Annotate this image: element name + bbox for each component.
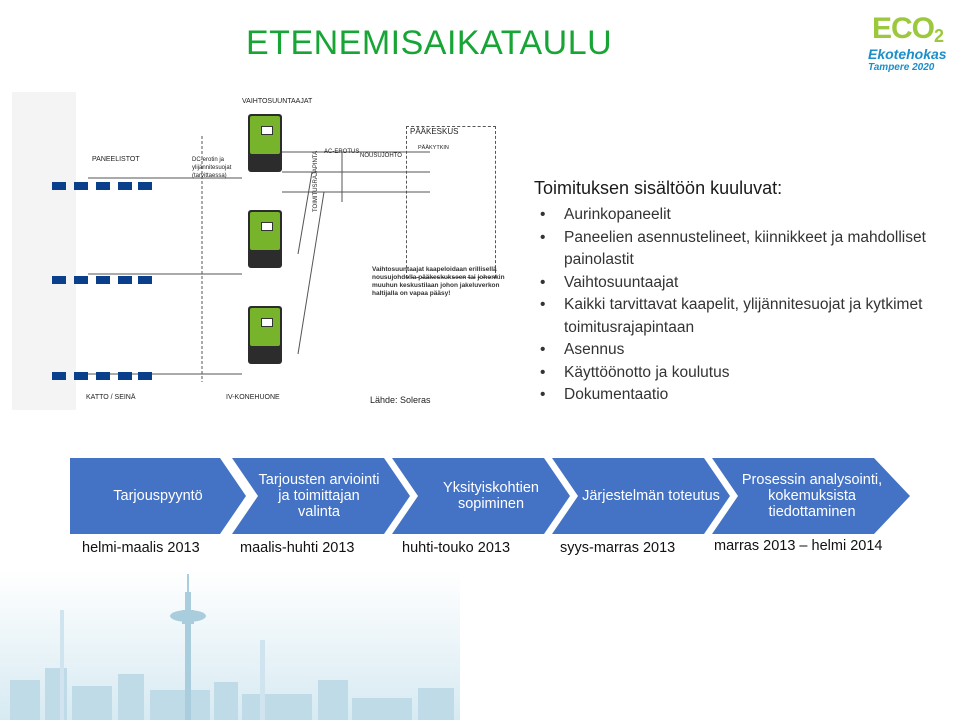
solar-panel [52, 182, 66, 190]
timeline-period-2: maalis-huhti 2013 [240, 540, 355, 556]
timeline-step-3 [392, 458, 570, 534]
list-item: • Käyttöönotto ja koulutus [540, 362, 940, 385]
logo-eco-sub: 2 [934, 26, 944, 46]
timeline-period-3: huhti-touko 2013 [402, 540, 511, 556]
solar-panel [74, 182, 88, 190]
eco2-logo [850, 8, 956, 78]
timeline-step-label: Yksityiskohtien sopiminen [443, 480, 539, 512]
timeline-step-2 [232, 458, 410, 534]
list-item: • Kaikki tarvittavat kaapelit, ylijännitesuojat ja kytkimet toimitusrajapintaan [540, 294, 940, 339]
solar-panel [52, 372, 66, 380]
timeline-step-label: Tarjousten arviointi ja toimittajan valinta [258, 472, 380, 520]
label-vaihtosuuntaajat: VAIHTOSUUNTAAJAT [242, 98, 313, 105]
timeline-step-label: Prosessin analysointi, kokemuksista tiedottaminen [741, 472, 883, 520]
timeline-period-1: helmi-maalis 2013 [82, 540, 200, 556]
solar-panel [138, 182, 152, 190]
deliverables-title: Toimituksen sisältöön kuuluvat: [534, 178, 783, 198]
label-dc-erotin: DC-erotin ja ylijännitesuojat (tarvittaessa) [192, 157, 232, 179]
solar-panel [96, 182, 110, 190]
list-item: • Paneelien asennustelineet, kiinnikkeet ja mahdolliset painolastit [540, 227, 940, 272]
city-skyline-image [0, 570, 460, 720]
slide-title: ETENEMISAIKATAULU [246, 24, 613, 62]
list-item: • Dokumentaatio [540, 384, 940, 407]
logo-eco: ECO [872, 12, 935, 45]
solar-panel [118, 276, 132, 284]
label-iv-konehuone: IV-KONEHUONE [226, 394, 280, 401]
solar-panel [74, 372, 88, 380]
deliverables-list [540, 204, 940, 407]
timeline-step-5 [712, 458, 910, 534]
timeline-step-label: Järjestelmän toteutus [582, 488, 720, 504]
timeline-step-label: Tarjouspyyntö [113, 488, 203, 504]
logo-line1: Ekotehokas [868, 46, 947, 62]
solar-panel [138, 372, 152, 380]
label-toimitusrajapinta: TOIMITUSRAJAPINTA [313, 150, 319, 212]
label-katto-seina: KATTO / SEINÄ [86, 394, 136, 401]
solar-panel [138, 276, 152, 284]
label-nousujohto: NOUSUJOHTO [360, 153, 402, 159]
logo-line2: Tampere 2020 [868, 62, 935, 73]
list-item: • Asennus [540, 339, 940, 362]
timeline-period-4: syys-marras 2013 [560, 540, 676, 556]
label-paakeskus: PÄÄKESKUS [410, 127, 459, 136]
label-paakytkin: PÄÄKYTKIN [418, 145, 449, 151]
solar-panel [52, 276, 66, 284]
inverter [248, 210, 282, 268]
solar-panel [118, 372, 132, 380]
timeline-period-5: marras 2013 – helmi 2014 [714, 538, 883, 554]
solar-panel [118, 182, 132, 190]
list-item: • Aurinkopaneelit [540, 204, 940, 227]
label-ac-erotus: AC-EROTUS [324, 149, 360, 155]
solar-panel [74, 276, 88, 284]
inverter [248, 306, 282, 364]
diagram-note: Vaihtosuuntaajat kaapeloidaan erillisellä nousujohdolla pääkeskukseen tai johonkin muuhun keskustilaan johon jakeluverkon haltijalla on vapaa pääsy! [372, 266, 505, 297]
inverter [248, 114, 282, 172]
diagram-source: Lähde: Soleras [370, 395, 431, 405]
diagram-wiring [12, 92, 430, 410]
label-paneelistot: PANEELISTOT [92, 156, 140, 163]
solar-panel [96, 276, 110, 284]
timeline-step-1 [70, 458, 246, 534]
timeline-step-4 [552, 458, 730, 534]
solar-panel [96, 372, 110, 380]
list-item: • Vaihtosuuntaajat [540, 272, 940, 295]
